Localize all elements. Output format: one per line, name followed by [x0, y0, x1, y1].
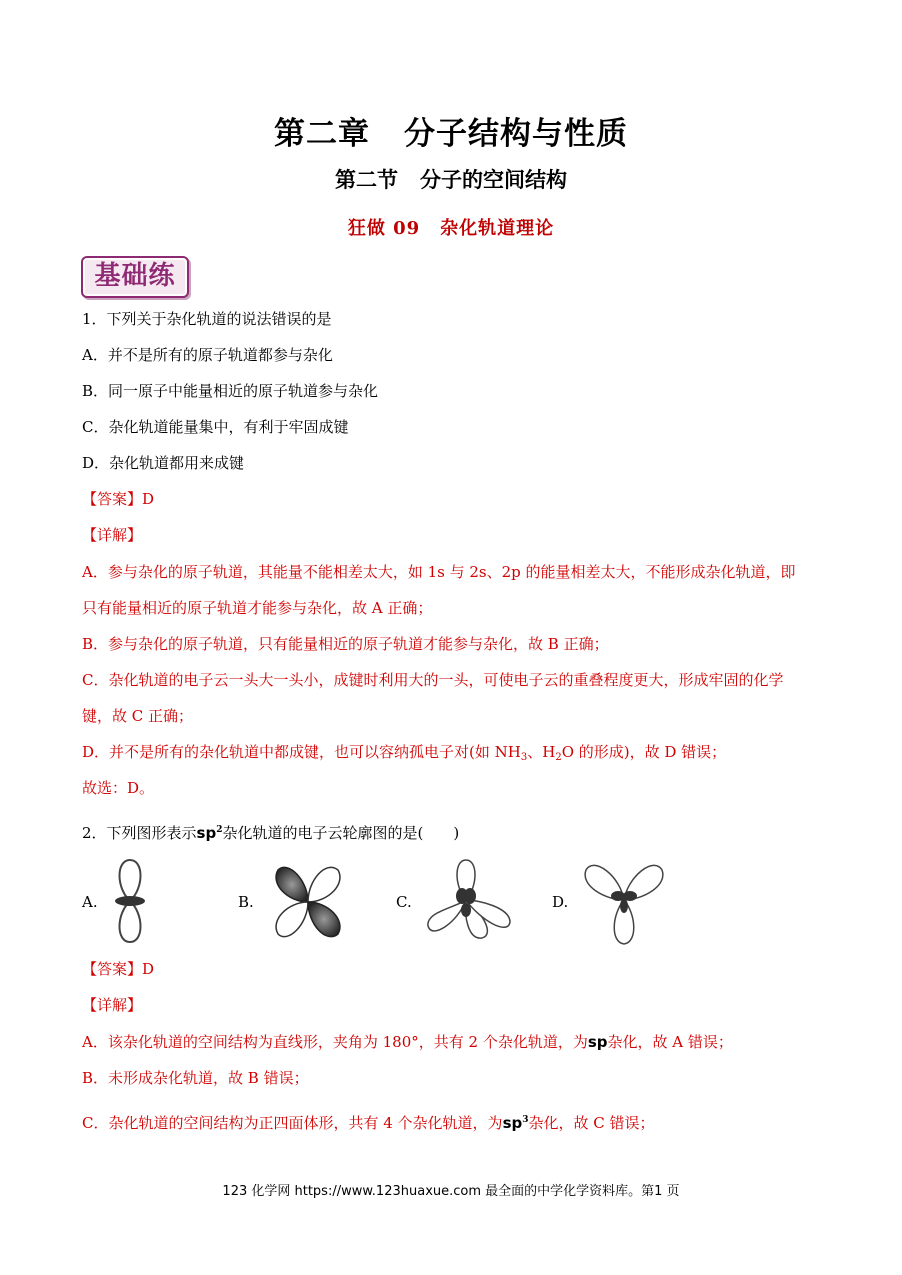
chapter-name: 分子结构与性质 — [404, 116, 628, 152]
practice-number: 狂做 09 — [347, 218, 421, 239]
answer-tag: 【答案】 — [82, 960, 143, 978]
q2-option-b-label: B. — [238, 893, 254, 911]
sp-term: sp — [587, 1033, 608, 1051]
text-segment: 杂化，故 C 错误； — [528, 1114, 655, 1132]
q1-stem: 1．下列关于杂化轨道的说法错误的是 — [82, 310, 332, 328]
badge-label: 基础练 — [94, 261, 176, 291]
q1-explain-tag: 【详解】 — [82, 526, 143, 544]
q1-answer — [82, 489, 154, 509]
q1-explain-line: 只有能量相近的原子轨道才能参与杂化，故 A 正确； — [82, 599, 433, 617]
q1-conclusion: 故选：D。 — [82, 779, 155, 797]
q2-explain-b: B．未形成杂化轨道，故 B 错误； — [82, 1069, 309, 1087]
text-segment: 2．下列图形表示 — [82, 824, 197, 842]
q2-option-a-label: A. — [82, 893, 98, 911]
chapter-title — [0, 108, 902, 153]
answer-tag: 【答案】 — [82, 490, 143, 508]
orbital-sp2-figure — [580, 860, 668, 946]
q2-explain-tag: 【详解】 — [82, 996, 143, 1014]
q1-explain-line: C．杂化轨道的电子云一头大一头小，成键时利用大的一头，可使电子云的重叠程度更大，形成牢固的化学 — [82, 671, 784, 689]
answer-value: D — [142, 490, 155, 508]
section-name: 分子的空间结构 — [420, 168, 567, 192]
q2-explain-a — [82, 1032, 733, 1052]
subscript: 3 — [520, 752, 528, 763]
practice-name: 杂化轨道理论 — [440, 218, 555, 239]
chapter-number: 第二章 — [274, 116, 370, 152]
orbital-sp-figure — [108, 858, 152, 944]
text-segment: 、H — [527, 743, 556, 761]
text-segment: C．杂化轨道的空间结构为正四面体形，共有 4 个杂化轨道，为 — [82, 1114, 503, 1132]
q1-option-b: B．同一原子中能量相近的原子轨道参与杂化 — [82, 382, 379, 400]
q1-explain-line: B．参与杂化的原子轨道，只有能量相近的原子轨道才能参与杂化，故 B 正确； — [82, 635, 609, 653]
q1-option-a: A．并不是所有的原子轨道都参与杂化 — [82, 346, 333, 364]
q2-answer — [82, 959, 154, 979]
q1-explain-d — [82, 742, 726, 768]
page-footer: 123 化学网 https://www.123huaxue.com 最全面的中学化学资料库。第1 页 — [222, 1184, 680, 1199]
q2-stem — [82, 820, 459, 843]
sp-term: sp — [502, 1114, 523, 1132]
q1-explain-line: A．参与杂化的原子轨道，其能量不能相差太大，如 1s 与 2s、2p 的能量相差太大，不能形成杂化轨道，即 — [82, 563, 796, 581]
superscript: 2 — [216, 825, 223, 835]
sp-term: sp — [196, 824, 217, 842]
subscript: 2 — [555, 752, 562, 763]
q1-option-d: D．杂化轨道都用来成键 — [82, 454, 245, 472]
q2-option-d-label: D. — [552, 893, 569, 911]
section-title — [0, 164, 902, 194]
q2-explain-c — [82, 1110, 655, 1133]
q2-option-c-label: C. — [396, 893, 412, 911]
text-segment: 杂化，故 A 错误； — [607, 1033, 733, 1051]
q1-explain-line: 键，故 C 正确； — [82, 707, 194, 725]
practice-title — [0, 214, 902, 240]
text-segment: D．并不是所有的杂化轨道中都成键，也可以容纳孤电子对(如 NH — [82, 743, 521, 761]
superscript: 3 — [522, 1115, 529, 1125]
q1-option-c: C．杂化轨道能量集中，有利于牢固成键 — [82, 418, 349, 436]
text-segment: A．该杂化轨道的空间结构为直线形，夹角为 180°，共有 2 个杂化轨道，为 — [82, 1033, 588, 1051]
text-segment: O 的形成)，故 D 错误； — [561, 743, 727, 761]
section-number: 第二节 — [335, 168, 398, 192]
text-segment: 杂化轨道的电子云轮廓图的是( ) — [222, 824, 460, 842]
basic-practice-badge — [81, 256, 189, 298]
answer-value: D — [142, 960, 155, 978]
orbital-p-figure — [268, 862, 348, 942]
orbital-sp3-figure — [424, 856, 516, 942]
